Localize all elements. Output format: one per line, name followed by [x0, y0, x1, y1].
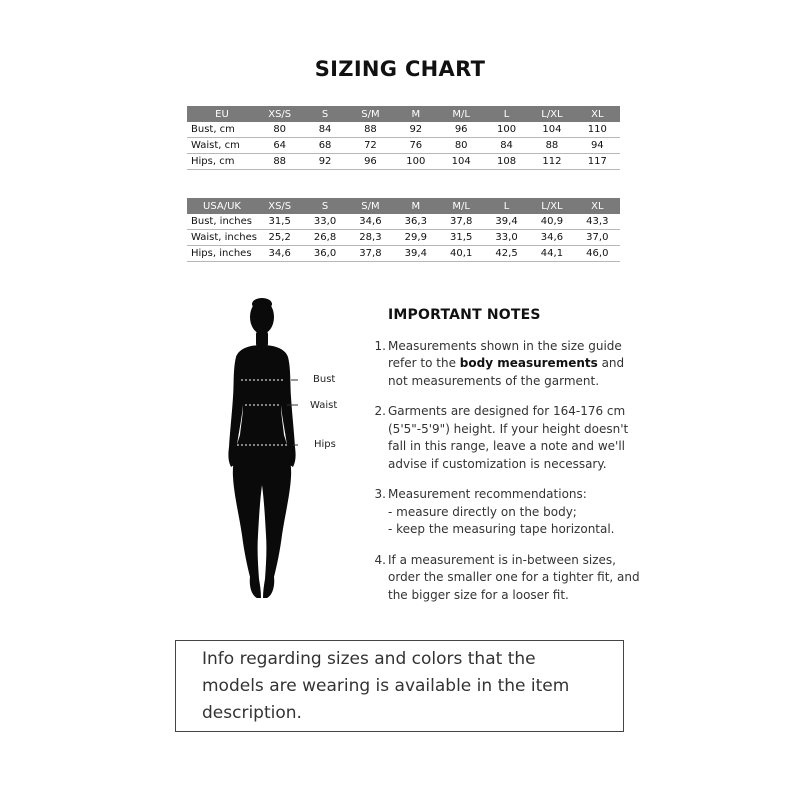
measurement-label: Hips, inches [187, 246, 257, 262]
note-item: 2. Garments are designed for 164-176 cm (5'5"-5'9") height. If your height doesn't fall in this range, leave a note and we'll advise if customization is necessary. [374, 404, 629, 471]
hips-label: Hips [314, 439, 336, 450]
measurement-value: 36,0 [302, 246, 347, 262]
measurement-value: 39,4 [393, 246, 438, 262]
table-region-header: EU [187, 106, 257, 122]
page-title: SIZING CHART [314, 57, 486, 81]
table-size-header: XL [575, 106, 620, 122]
measurement-value: 80 [257, 122, 302, 138]
measurement-value: 68 [302, 138, 347, 154]
measurement-label: Bust, inches [187, 214, 257, 230]
measurement-value: 26,8 [302, 230, 347, 246]
measurement-label: Hips, cm [187, 154, 257, 170]
measurement-value: 94 [575, 138, 620, 154]
measurement-value: 72 [348, 138, 393, 154]
info-text: Info regarding sizes and colors that the models are wearing is available in the item description. [202, 648, 570, 723]
measurement-value: 104 [529, 122, 574, 138]
measurement-value: 100 [484, 122, 529, 138]
eu-size-table [187, 106, 620, 170]
measurement-value: 34,6 [257, 246, 302, 262]
measurement-value: 80 [439, 138, 484, 154]
bust-label: Bust [313, 374, 336, 385]
table-size-header: S/M [348, 198, 393, 214]
measurement-label: Waist, cm [187, 138, 257, 154]
measurement-value: 31,5 [439, 230, 484, 246]
usa-uk-size-table [187, 198, 620, 262]
table-row [187, 122, 620, 138]
measurement-value: 37,0 [575, 230, 620, 246]
waist-label: Waist [310, 400, 338, 411]
measurement-label: Waist, inches [187, 230, 257, 246]
table-row [187, 154, 620, 170]
measurement-value: 36,3 [393, 214, 438, 230]
measurement-value: 117 [575, 154, 620, 170]
notes-heading: IMPORTANT NOTES [388, 307, 541, 323]
measurement-value: 43,3 [575, 214, 620, 230]
measurement-value: 40,1 [439, 246, 484, 262]
measurement-value: 88 [529, 138, 574, 154]
table-size-header: L/XL [529, 106, 574, 122]
table-row [187, 230, 620, 246]
measurement-value: 31,5 [257, 214, 302, 230]
measurement-value: 42,5 [484, 246, 529, 262]
measurement-value: 46,0 [575, 246, 620, 262]
table-size-header: XS/S [257, 198, 302, 214]
table-size-header: L [484, 106, 529, 122]
measurement-value: 96 [439, 122, 484, 138]
measurement-value: 88 [348, 122, 393, 138]
measurement-value: 88 [257, 154, 302, 170]
measurement-value: 29,9 [393, 230, 438, 246]
table-row [187, 214, 620, 230]
table-region-header: USA/UK [187, 198, 257, 214]
measurement-value: 110 [575, 122, 620, 138]
measurement-value: 92 [302, 154, 347, 170]
table-size-header: M [393, 198, 438, 214]
table-size-header: L/XL [529, 198, 574, 214]
measurement-value: 44,1 [529, 246, 574, 262]
measurement-value: 76 [393, 138, 438, 154]
measurement-value: 34,6 [529, 230, 574, 246]
table-size-header: S [302, 106, 347, 122]
table-size-header: XL [575, 198, 620, 214]
note-item: 4. If a measurement is in-between sizes, order the smaller one for a tighter fit, and the bigger size for a looser fit. [374, 552, 640, 602]
measurement-value: 96 [348, 154, 393, 170]
measurement-value: 104 [439, 154, 484, 170]
measurement-value: 40,9 [529, 214, 574, 230]
measurement-value: 33,0 [302, 214, 347, 230]
note-item: 1. Measurements shown in the size guide refer to the body measurements and not measurements of the garment. [374, 338, 625, 388]
measurement-value: 84 [302, 122, 347, 138]
table-row [187, 246, 620, 262]
measurement-value: 25,2 [257, 230, 302, 246]
measurement-value: 84 [484, 138, 529, 154]
table-size-header: S [302, 198, 347, 214]
table-size-header: S/M [348, 106, 393, 122]
measurement-label: Bust, cm [187, 122, 257, 138]
table-header-row [187, 198, 620, 214]
measurement-value: 37,8 [348, 246, 393, 262]
measurement-value: 39,4 [484, 214, 529, 230]
measurement-value: 92 [393, 122, 438, 138]
table-size-header: M [393, 106, 438, 122]
table-header-row [187, 106, 620, 122]
measurement-value: 34,6 [348, 214, 393, 230]
measurement-value: 33,0 [484, 230, 529, 246]
note-item: 3. Measurement recommendations: - measure directly on the body; - keep the measuring tape horizontal. [374, 487, 615, 536]
table-size-header: L [484, 198, 529, 214]
measurement-value: 100 [393, 154, 438, 170]
measurement-value: 28,3 [348, 230, 393, 246]
table-size-header: XS/S [257, 106, 302, 122]
body-silhouette-icon [225, 295, 355, 605]
info-box [175, 640, 624, 732]
measurement-value: 64 [257, 138, 302, 154]
measurement-value: 108 [484, 154, 529, 170]
important-notes [372, 307, 642, 617]
table-size-header: M/L [439, 106, 484, 122]
table-row [187, 138, 620, 154]
notes-list [372, 338, 642, 605]
measurement-value: 112 [529, 154, 574, 170]
table-size-header: M/L [439, 198, 484, 214]
measurement-value: 37,8 [439, 214, 484, 230]
